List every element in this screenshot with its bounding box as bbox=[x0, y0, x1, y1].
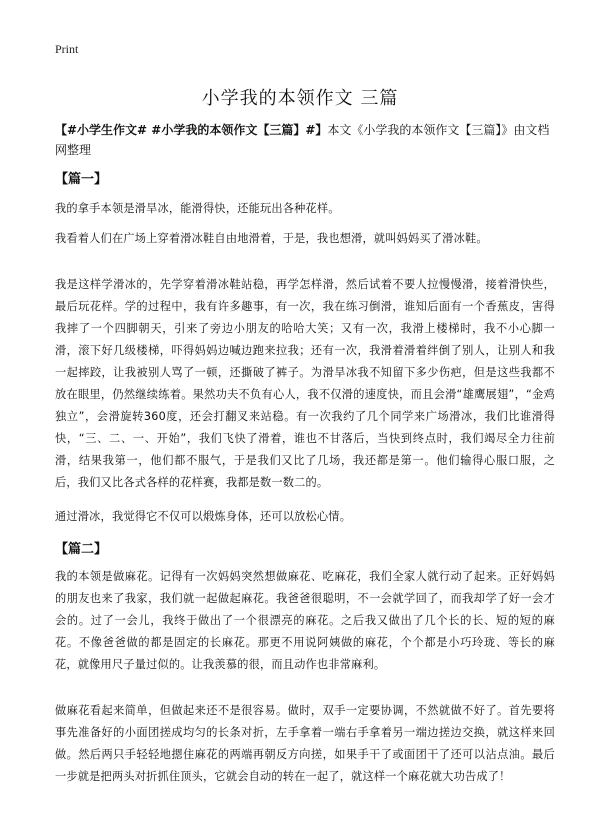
section-1-paragraph-3: 我是这样学滑冰的，先学穿着滑冰鞋站稳，再学怎样滑，然后试着不要人拉慢慢滑，接着滑快些，最后玩花样。学的过程中，我有许多趣事，有一次，我在练习倒滑，谁知后面有一个香蕉皮，害得我摔了一个四脚朝天，引来了旁边小朋友的哈哈大笑；又有一次，我滑上楼梯时，我不小心脚一滑，滚下好几级楼梯，吓得妈妈边喊边跑来拉我；还有一次，我滑着滑着绊倒了别人，让别人和我一起摔跤，让我被别人骂了一顿，还撕破了裤子。为滑旱冰我不知留下多少伤疤，但是这些我都不放在眼里，仍然继续练着。果然功夫不负有心人，我不仅滑的速度快，而且会滑“雄鹰展翅”，“金鸡独立”，会滑旋转360度，还会打翻叉来站稳。有一次我约了几个同学来广场滑冰，我们比谁滑得快，“三、二、一、开始”，我们飞快了滑着，谁也不甘落后，当快到终点时，我们竭尽全力往前滑，结果我第一，他们都不服气，于是我们又比了几场，我还都是第一。他们输得心服口服，之后，我们又比各式各样的花样赛，我都是数一数二的。 bbox=[55, 278, 555, 489]
print-label[interactable]: Print bbox=[55, 42, 79, 56]
section-2-paragraph-2: 做麻花看起来简单，但做起来还不是很容易。做时，双手一定要协调，不然就做不好了。首先要将事先准备好的小面团搓成均匀的长条对折，左手拿着一端右手拿着另一端边搓边交换，就这样来回做。然后两只手轻轻地摁住麻花的两端再朝反方向搓，如果手干了或面团干了还可以沾点油。最后一步就是把两头对折抓住顶头，它就会自动的转在一起了，就这样一个麻花就大功告成了！ bbox=[55, 704, 555, 783]
intro-tags: 【#小学生作文# #小学我的本领作文【三篇】#】 bbox=[55, 123, 328, 137]
section-heading-2: 【篇二】 bbox=[55, 542, 108, 557]
section-1-paragraph-1: 我的拿手本领是滑旱冰，能滑得快，还能玩出各种花样。 bbox=[55, 202, 340, 215]
section-heading-1: 【篇一】 bbox=[55, 172, 108, 187]
section-2-paragraph-1: 我的本领是做麻花。记得有一次妈妈突然想做麻花、吃麻花，我们全家人就行动了起来。正好妈妈的朋友也来了我家，我们就一起做起麻花。我爸爸很聪明，不一会就学回了，而我却学了好一会才会的。过了一会儿，我终于做出了一个很漂亮的麻花。之后我又做出了几个长的长、短的短的麻花。不像爸爸做的都是固定的长麻花。那更不用说阿姨做的麻花，个个都是小巧玲珑、等长的麻花，就像用尺子量过似的。让我羡慕的很，而且动作也非常麻利。 bbox=[55, 570, 555, 671]
section-1-paragraph-2: 我看着人们在广场上穿着滑冰鞋自由地滑着，于是，我也想滑，就叫妈妈买了滑冰鞋。 bbox=[55, 232, 488, 245]
intro-text: 本文《小学我的本领作文【三篇】》由文档网整理 bbox=[55, 123, 550, 157]
document-title: 小学我的本领作文 三篇 bbox=[201, 88, 399, 109]
intro-line bbox=[55, 120, 555, 160]
section-1-paragraph-4: 通过滑冰，我觉得它不仅可以煅炼身体，还可以放松心情。 bbox=[55, 510, 352, 523]
